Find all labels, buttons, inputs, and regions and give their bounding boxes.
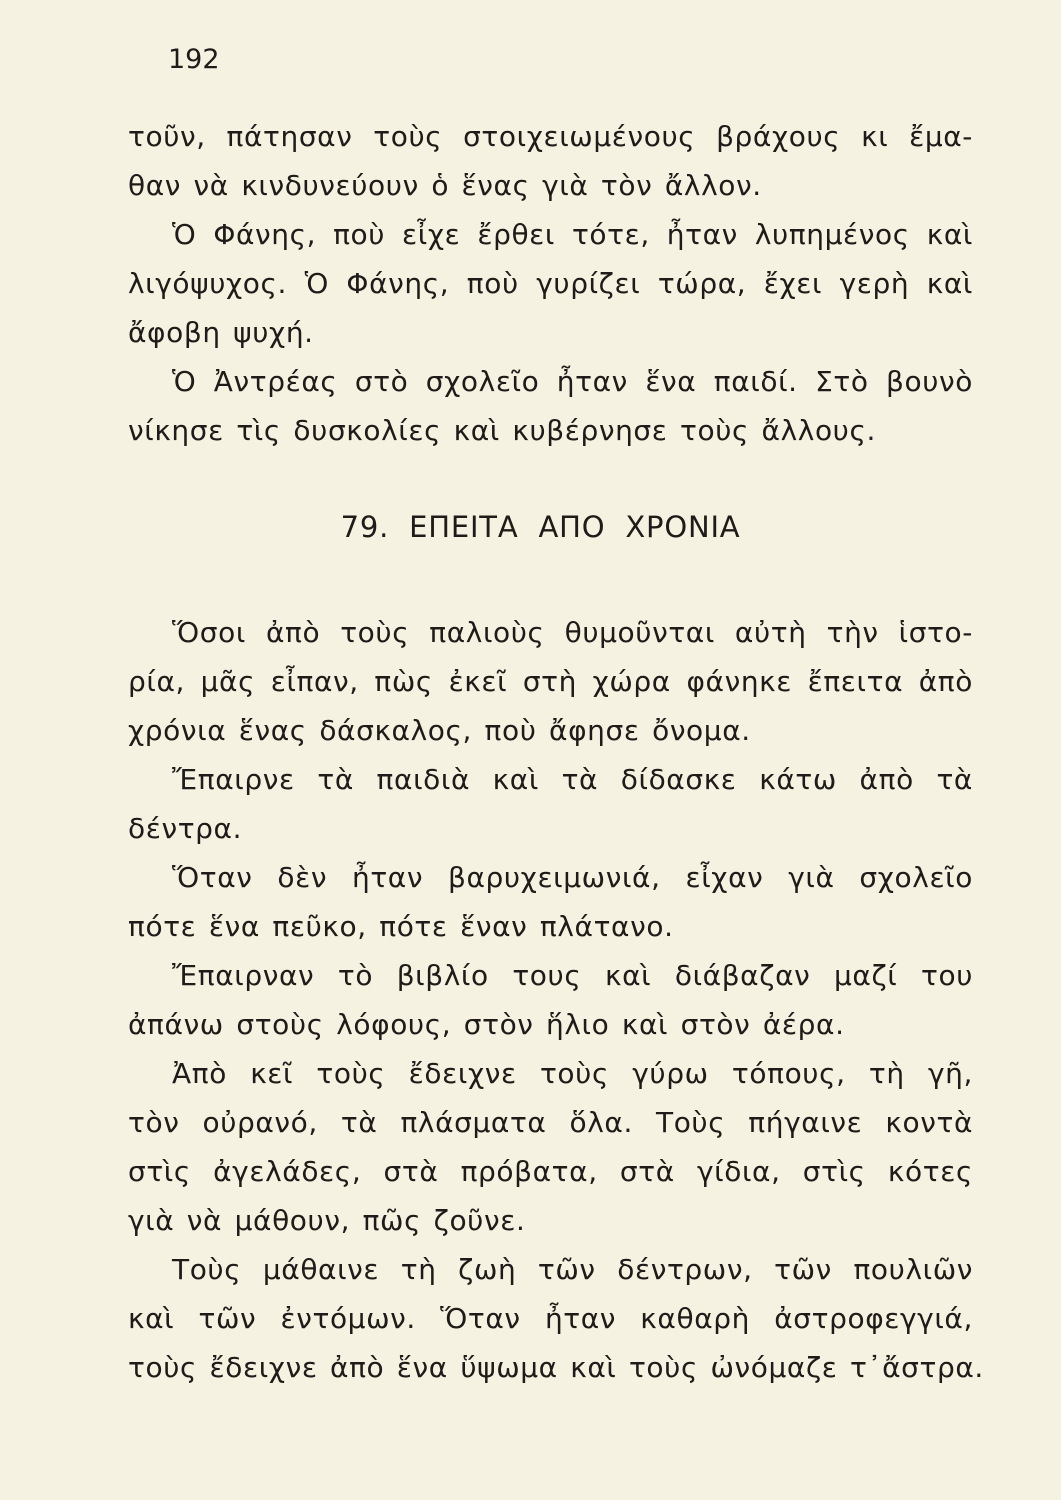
text-line: στὶς ἀγελάδες, στὰ πρόβατα, στὰ γίδια, στὶς κότες bbox=[128, 1155, 973, 1188]
text-line: Ὁ Ἀντρέας στὸ σχολεῖο ἦταν ἕνα παιδί. Στὸ βουνὸ bbox=[172, 365, 973, 398]
text-line: ἀπάνω στοὺς λόφους, στὸν ἥλιο καὶ στὸν ἀέρα. bbox=[128, 1008, 845, 1041]
text-line: χρόνια ἕνας δάσκαλος, ποὺ ἄφησε ὄνομα. bbox=[128, 714, 751, 747]
chapter-body bbox=[128, 608, 984, 1392]
text-line: λιγόψυχος. Ὁ Φάνης, ποὺ γυρίζει τώρα, ἔχει γερὴ καὶ bbox=[128, 267, 973, 300]
text-line: τοὺς ἔδειχνε ἀπὸ ἕνα ὕψωμα καὶ τοὺς ὠνόμαζε τ᾿ἄστρα. bbox=[128, 1351, 984, 1384]
text-line: καὶ τῶν ἐντόμων. Ὅταν ἦταν καθαρὴ ἀστροφεγγιά, bbox=[128, 1302, 973, 1335]
text-line: Ὅταν δὲν ἦταν βαρυχειμωνιά, εἶχαν γιὰ σχολεῖο bbox=[172, 861, 973, 894]
text-line: Ὁ Φάνης, ποὺ εἶχε ἔρθει τότε, ἦταν λυπημένος καὶ bbox=[172, 218, 973, 251]
text-line: Ὅσοι ἀπὸ τοὺς παλιοὺς θυμοῦνται αὐτὴ τὴν ἱστο- bbox=[172, 616, 973, 649]
text-line: Ἀπὸ κεῖ τοὺς ἔδειχνε τοὺς γύρω τόπους, τὴ γῆ, bbox=[172, 1057, 973, 1090]
text-line: δέντρα. bbox=[128, 812, 243, 845]
text-line: τοῦν, πάτησαν τοὺς στοιχειωμένους βράχους κι ἔμα- bbox=[128, 120, 973, 153]
text-line: νίκησε τὶς δυσκολίες καὶ κυβέρνησε τοὺς ἄλλους. bbox=[128, 414, 877, 447]
text-line: τὸν οὐρανό, τὰ πλάσματα ὅλα. Τοὺς πήγαινε κοντὰ bbox=[128, 1106, 973, 1139]
intro-paragraphs bbox=[128, 112, 973, 455]
page-number: 192 bbox=[168, 44, 220, 75]
text-line: Τοὺς μάθαινε τὴ ζωὴ τῶν δέντρων, τῶν πουλιῶν bbox=[172, 1253, 973, 1286]
text-line: Ἔπαιρναν τὸ βιβλίο τους καὶ διάβαζαν μαζί του bbox=[172, 959, 973, 992]
text-line: Ἔπαιρνε τὰ παιδιὰ καὶ τὰ δίδασκε κάτω ἀπὸ τὰ bbox=[172, 763, 973, 796]
chapter-title: 79. ΕΠΕΙΤΑ ΑΠΟ ΧΡΟΝΙΑ bbox=[340, 510, 741, 544]
text-line: γιὰ νὰ μάθουν, πῶς ζοῦνε. bbox=[128, 1204, 526, 1237]
text-line: ρία, μᾶς εἶπαν, πὼς ἐκεῖ στὴ χώρα φάνηκε ἔπειτα ἀπὸ bbox=[128, 665, 973, 698]
text-line: θαν νὰ κινδυνεύουν ὁ ἕνας γιὰ τὸν ἄλλον. bbox=[128, 169, 762, 202]
text-line: ἄφοβη ψυχή. bbox=[128, 316, 314, 349]
text-line: πότε ἕνα πεῦκο, πότε ἕναν πλάτανο. bbox=[128, 910, 674, 943]
